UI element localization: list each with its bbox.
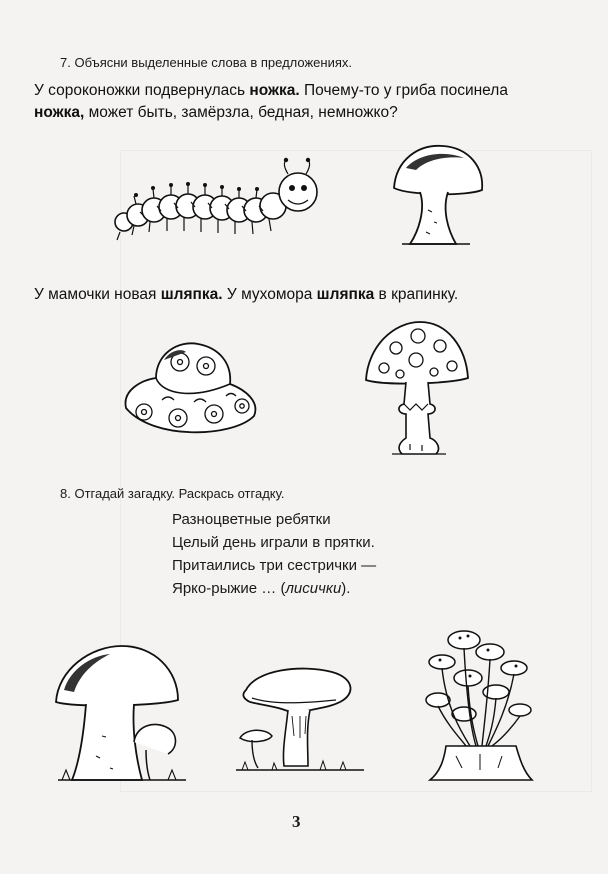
riddle-text: Разноцветные ребятки Целый день играли в прятки. Притаились три сестрички — Ярко-рыжие … (лисички). bbox=[172, 511, 377, 597]
boletus-mushroom-illustration bbox=[388, 140, 488, 250]
porcini-mushroom-illustration bbox=[50, 640, 190, 790]
womens-hat-illustration bbox=[122, 340, 262, 440]
honey-fungus-cluster-illustration bbox=[420, 626, 540, 786]
highlighted-word: шляпка. bbox=[160, 286, 223, 303]
highlighted-word: ножка. bbox=[249, 82, 300, 99]
chanterelle-mushroom-illustration bbox=[236, 660, 366, 780]
caterpillar-illustration bbox=[110, 160, 325, 250]
task-8-heading: 8. Отгадай загадку. Раскрась отгадку. bbox=[60, 486, 285, 501]
fly-agaric-illustration bbox=[362, 318, 472, 458]
sentence-1: У сороконожки подвернулась ножка. Почему-то у гриба посинела ножка, может быть, замёрзла, бедная, немножко? bbox=[34, 82, 508, 121]
sentence-2: У мамочки новая шляпка. У мухомора шляпка в крапинку. bbox=[34, 286, 459, 303]
page-number: 3 bbox=[292, 812, 301, 831]
riddle-answer: лисички bbox=[285, 580, 342, 597]
highlighted-word: ножка, bbox=[34, 104, 85, 121]
highlighted-word: шляпка bbox=[316, 286, 375, 303]
task-7-heading: 7. Объясни выделенные слова в предложениях. bbox=[60, 55, 353, 70]
